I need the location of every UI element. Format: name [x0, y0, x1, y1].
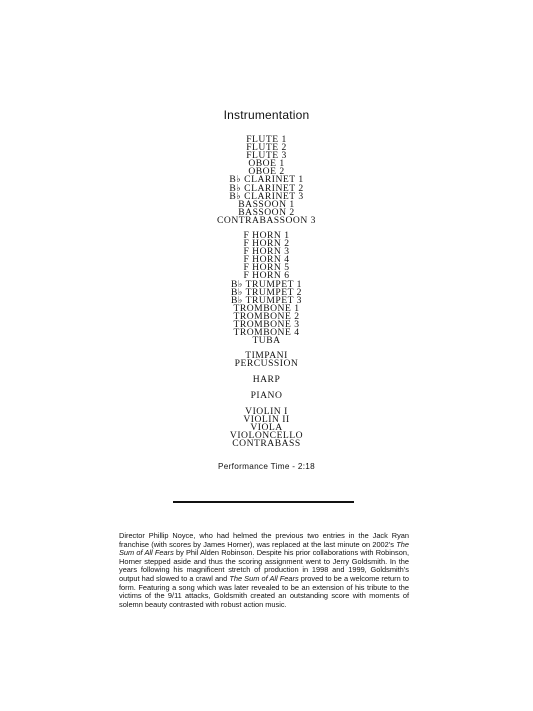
instrument-item: HARP — [252, 374, 281, 385]
instrument-item: FLUTE 3 — [246, 150, 287, 162]
notes-text: by Phil Alden Robinson. Despite his prior collaborations with Robinson, Horner stepped aside and thus the scoring assignment went to Jerry Goldsmith. In the years following his magnificent stretch of production in 1998 and 1999, Goldsmith’s output had slowed to a crawl and — [119, 548, 409, 583]
instrument-item: B♭ CLARINET 2 — [229, 182, 304, 194]
instrument-item: B♭ TRUMPET 2 — [231, 286, 302, 298]
instrument-item: B♭ TRUMPET 3 — [231, 294, 302, 306]
divider-rule — [173, 501, 354, 503]
instrument-item: B♭ CLARINET 3 — [229, 190, 304, 202]
percussion-list — [0, 352, 533, 368]
piano-list — [0, 392, 533, 400]
instrument-item: VIOLA — [250, 422, 283, 434]
performance-time: Performance Time - 2:18 — [218, 462, 315, 471]
instrument-item: F HORN 1 — [243, 230, 290, 241]
instrument-item: TROMBONE 1 — [233, 302, 300, 314]
page-title: Instrumentation — [223, 108, 310, 122]
instrument-item: TIMPANI — [245, 350, 288, 361]
film-title: The Sum of All Fears — [119, 539, 409, 558]
instrument-item: F HORN 4 — [243, 254, 290, 266]
instrument-item: BASSOON 2 — [238, 206, 295, 218]
instrument-item: OBOE 1 — [248, 158, 285, 170]
instrument-item: CONTRABASS — [232, 438, 301, 450]
instrument-item: VIOLONCELLO — [229, 430, 304, 442]
instrument-item: TROMBONE 3 — [233, 319, 300, 331]
brass-list — [0, 232, 533, 345]
instrument-item: BASSOON 1 — [238, 198, 295, 210]
instrument-item: TUBA — [252, 335, 281, 347]
notes-text: Director Phillip Noyce, who had helmed the previous two entries in the Jack Ryan franchise (with scores by James Horner), was replaced at the last minute on 2002’s — [119, 531, 409, 549]
instrument-item: FLUTE 2 — [246, 142, 287, 154]
instrument-item: TROMBONE 4 — [233, 327, 300, 339]
notes-text: proved to be a welcome return to form. Featuring a song which was later revealed to be an extension of his tribute to the victims of the 9/11 attacks, Goldsmith created an outstanding score with moments of solemn beauty contrasted with robust action music. — [119, 573, 409, 609]
harp-list — [0, 376, 533, 384]
instrument-item: B♭ TRUMPET 1 — [231, 278, 302, 290]
instrument-item: VIOLIN I — [245, 406, 288, 417]
instrument-item: PERCUSSION — [234, 358, 299, 370]
woodwinds-list — [0, 136, 533, 225]
film-title: The Sum of All Fears — [229, 573, 299, 583]
instrument-item: CONTRABASSOON 3 — [217, 214, 316, 226]
instrument-item: F HORN 6 — [243, 270, 290, 282]
instrument-item: F HORN 5 — [243, 262, 290, 274]
instrument-item: B♭ CLARINET 1 — [229, 174, 304, 186]
instrument-item: VIOLIN II — [243, 414, 290, 426]
instrument-item: PIANO — [250, 390, 283, 401]
instrument-item: OBOE 2 — [248, 166, 285, 178]
program-notes — [119, 532, 409, 609]
instrument-item: F HORN 3 — [243, 246, 290, 258]
instrument-item: FLUTE 1 — [246, 134, 287, 145]
instrument-item: TROMBONE 2 — [233, 310, 300, 322]
instrument-item: F HORN 2 — [243, 238, 290, 250]
strings-list — [0, 408, 533, 448]
